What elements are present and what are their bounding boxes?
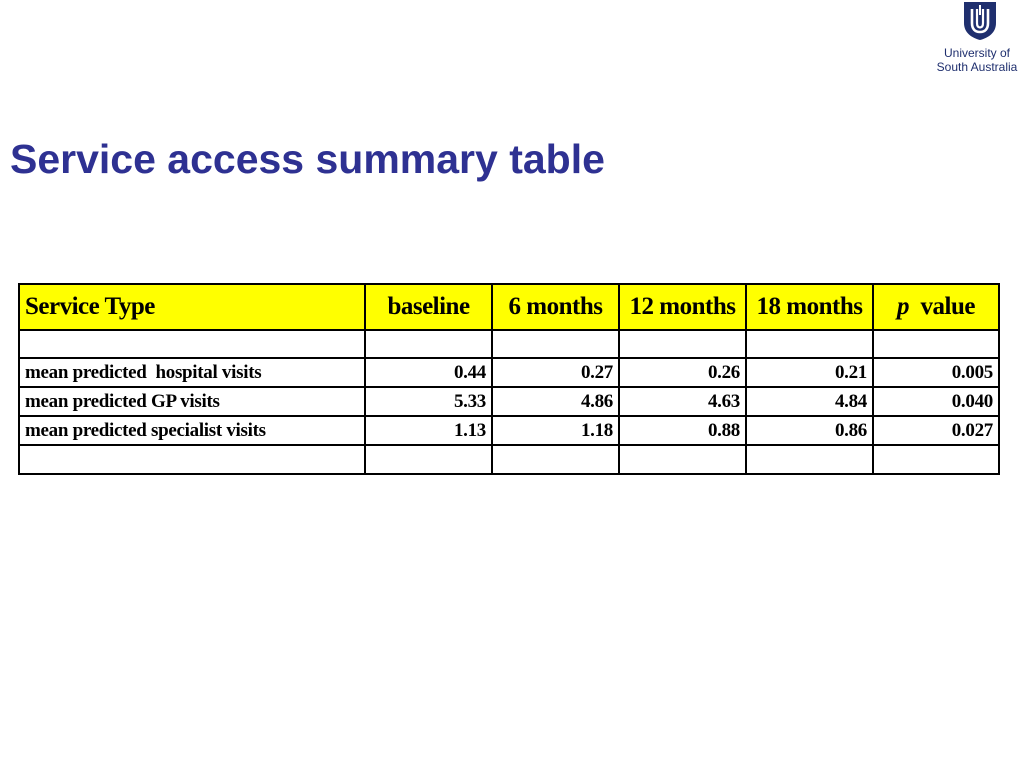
logo-text-line-1: University of	[943, 46, 1011, 60]
18-months-cell: 0.86	[746, 416, 873, 445]
service-type-cell: mean predicted specialist visits	[19, 416, 365, 445]
empty-cell	[746, 445, 873, 474]
empty-cell	[619, 330, 746, 358]
baseline-cell: 5.33	[365, 387, 492, 416]
6-months-cell: 1.18	[492, 416, 619, 445]
header-p-value	[873, 284, 999, 330]
table-header-row	[19, 284, 999, 330]
p-value-cell: 0.005	[873, 358, 999, 387]
empty-cell	[365, 445, 492, 474]
18-months-cell: 4.84	[746, 387, 873, 416]
empty-row	[19, 330, 999, 358]
service-type-cell: mean predicted GP visits	[19, 387, 365, 416]
header-6-months: 6 months	[492, 284, 619, 330]
header-12-months: 12 months	[619, 284, 746, 330]
12-months-cell: 0.26	[619, 358, 746, 387]
6-months-cell: 4.86	[492, 387, 619, 416]
empty-cell	[619, 445, 746, 474]
12-months-cell: 4.63	[619, 387, 746, 416]
baseline-cell: 1.13	[365, 416, 492, 445]
header-p-rest: value	[920, 293, 975, 320]
baseline-cell: 0.44	[365, 358, 492, 387]
header-service-type: Service Type	[19, 284, 365, 330]
p-value-cell: 0.040	[873, 387, 999, 416]
12-months-cell: 0.88	[619, 416, 746, 445]
service-type-cell: mean predicted hospital visits	[19, 358, 365, 387]
header-p-italic: p	[897, 293, 910, 320]
empty-cell	[19, 330, 365, 358]
header-baseline: baseline	[365, 284, 492, 330]
empty-cell	[365, 330, 492, 358]
table-row-specialist-visits	[19, 416, 999, 445]
university-logo	[930, 0, 1024, 80]
empty-cell	[492, 445, 619, 474]
empty-cell	[19, 445, 365, 474]
p-value-cell: 0.027	[873, 416, 999, 445]
empty-cell	[746, 330, 873, 358]
header-18-months: 18 months	[746, 284, 873, 330]
18-months-cell: 0.21	[746, 358, 873, 387]
shield-logo-icon	[963, 1, 997, 41]
empty-cell	[492, 330, 619, 358]
empty-cell	[873, 445, 999, 474]
table-row-gp-visits	[19, 387, 999, 416]
table-row-hospital-visits	[19, 358, 999, 387]
6-months-cell: 0.27	[492, 358, 619, 387]
empty-cell	[873, 330, 999, 358]
page-title: Service access summary table	[10, 136, 605, 182]
service-access-table	[18, 283, 1000, 475]
empty-row	[19, 445, 999, 474]
logo-text-line-2: South Australia	[936, 60, 1018, 74]
